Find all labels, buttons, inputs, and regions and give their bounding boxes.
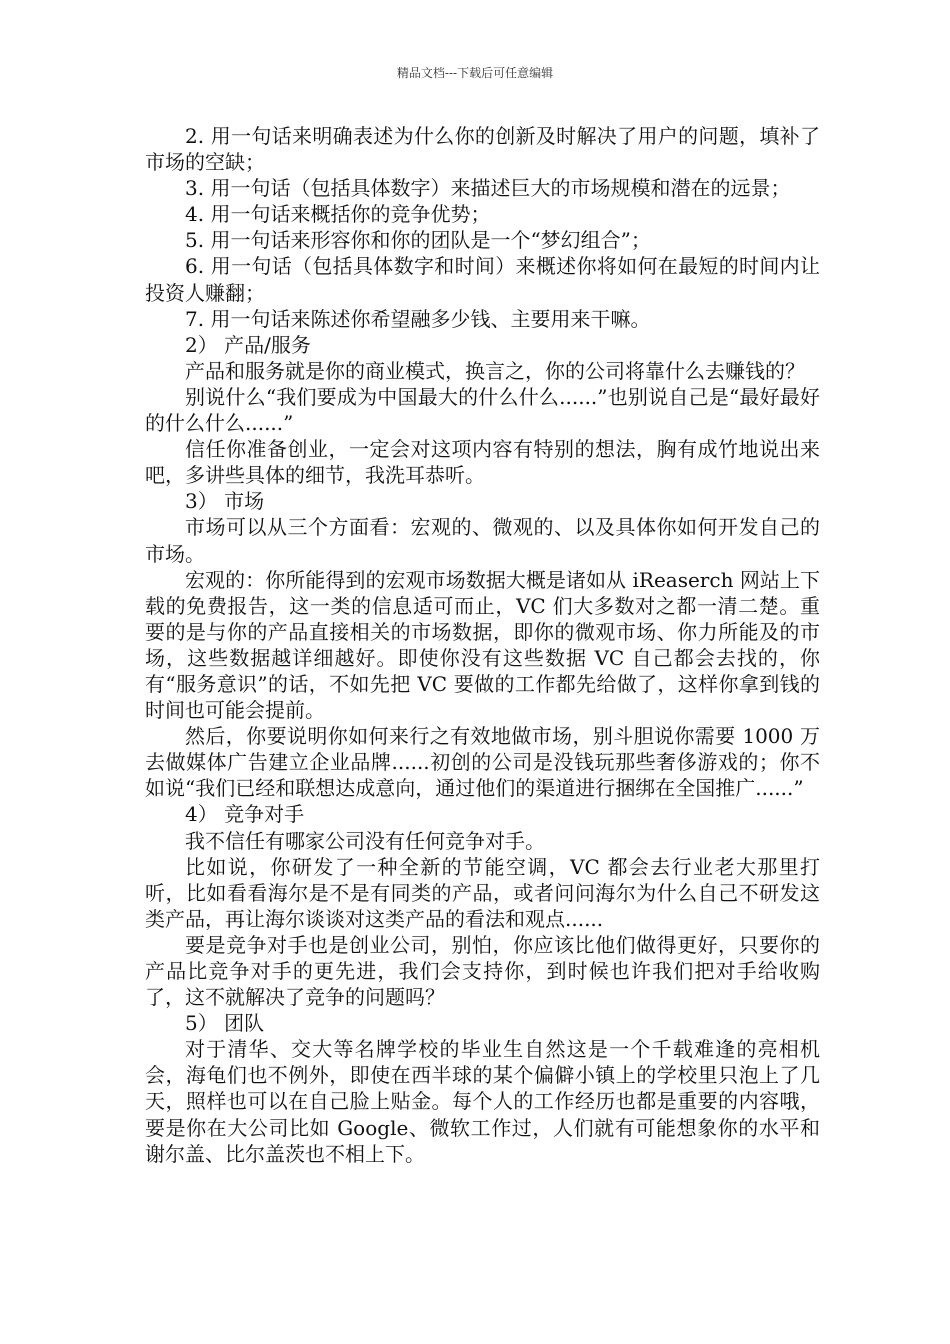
list-item: 6. 用一句话（包括具体数字和时间）来概述你将如何在最短的时间内让投资人赚翻； <box>145 254 820 305</box>
paragraph: 要是竞争对手也是创业公司，别怕，你应该比他们做得更好，只要你的产品比竞争对手的更先进，我们会支持你，到时候也许我们把对手给收购了，这不就解决了竞争的问题吗？ <box>145 932 820 1010</box>
paragraph: 宏观的：你所能得到的宏观市场数据大概是诸如从 iReaserch 网站上下载的免费报告，这一类的信息适可而止，VC 们大多数对之都一清二楚。重要的是与你的产品直接相关的市场数据，即你的微观市场、你力所能及的市场，这些数据越详细越好。即使你没有这些数据 VC 自己都会去找的，你有“服务意识”的话，不如先把 VC 要做的工作都先给做了，这样你拿到钱的时间也可能会提前。 <box>145 567 820 723</box>
section-heading: 3） 市场 <box>185 489 265 514</box>
list-item: 5. 用一句话来形容你和你的团队是一个“梦幻组合”； <box>185 228 651 253</box>
list-item: 3. 用一句话（包括具体数字）来描述巨大的市场规模和潜在的远景； <box>185 176 791 201</box>
paragraph: 然后，你要说明你如何来行之有效地做市场，别斗胆说你需要 1000 万去做媒体广告建立企业品牌......初创的公司是没钱玩那些奢侈游戏的；你不如说“我们已经和联想达成意向，通过他们的渠道进行捆绑在全国推广......” <box>145 724 820 801</box>
body-text <box>145 123 820 1167</box>
list-item: 2. 用一句话来明确表述为什么你的创新及时解决了用户的问题，填补了市场的空缺； <box>145 124 820 175</box>
paragraph: 产品和服务就是你的商业模式，换言之，你的公司将靠什么去赚钱的？ <box>185 358 805 383</box>
paragraph: 市场可以从三个方面看：宏观的、微观的、以及具体你如何开发自己的市场。 <box>145 515 820 566</box>
list-item: 4. 用一句话来概括你的竞争优势； <box>185 202 491 227</box>
paragraph: 我不信任有哪家公司没有任何竞争对手。 <box>185 828 545 853</box>
paragraph: 信任你准备创业，一定会对这项内容有特别的想法，胸有成竹地说出来吧，多讲些具体的细节，我洗耳恭听。 <box>145 437 820 488</box>
running-header: 精品文档---下载后可任意编辑 <box>396 66 554 80</box>
paragraph: 对于清华、交大等名牌学校的毕业生自然这是一个千载难逢的亮相机会，海龟们也不例外，即使在西半球的某个偏僻小镇上的学校里只泡上了几天，照样也可以在自己脸上贴金。每个人的工作经历也都是重要的内容哦，要是你在大公司比如 Google、微软工作过，人们就有可能想象你的水平和谢尔盖、比尔盖茨也不相上下。 <box>145 1037 820 1166</box>
paragraph: 比如说，你研发了一种全新的节能空调，VC 都会去行业老大那里打听，比如看看海尔是不是有同类的产品，或者问问海尔为什么自己不研发这类产品，再让海尔谈谈对这类产品的看法和观点...... <box>145 854 820 931</box>
section-heading: 5） 团队 <box>185 1011 265 1036</box>
paragraph: 别说什么“我们要成为中国最大的什么什么......”也别说自己是“最好最好的什么什么......” <box>145 384 820 436</box>
section-heading: 4） 竞争对手 <box>185 802 305 827</box>
list-item: 7. 用一句话来陈述你希望融多少钱、主要用来干嘛。 <box>185 306 651 331</box>
section-heading: 2） 产品/服务 <box>185 332 311 357</box>
